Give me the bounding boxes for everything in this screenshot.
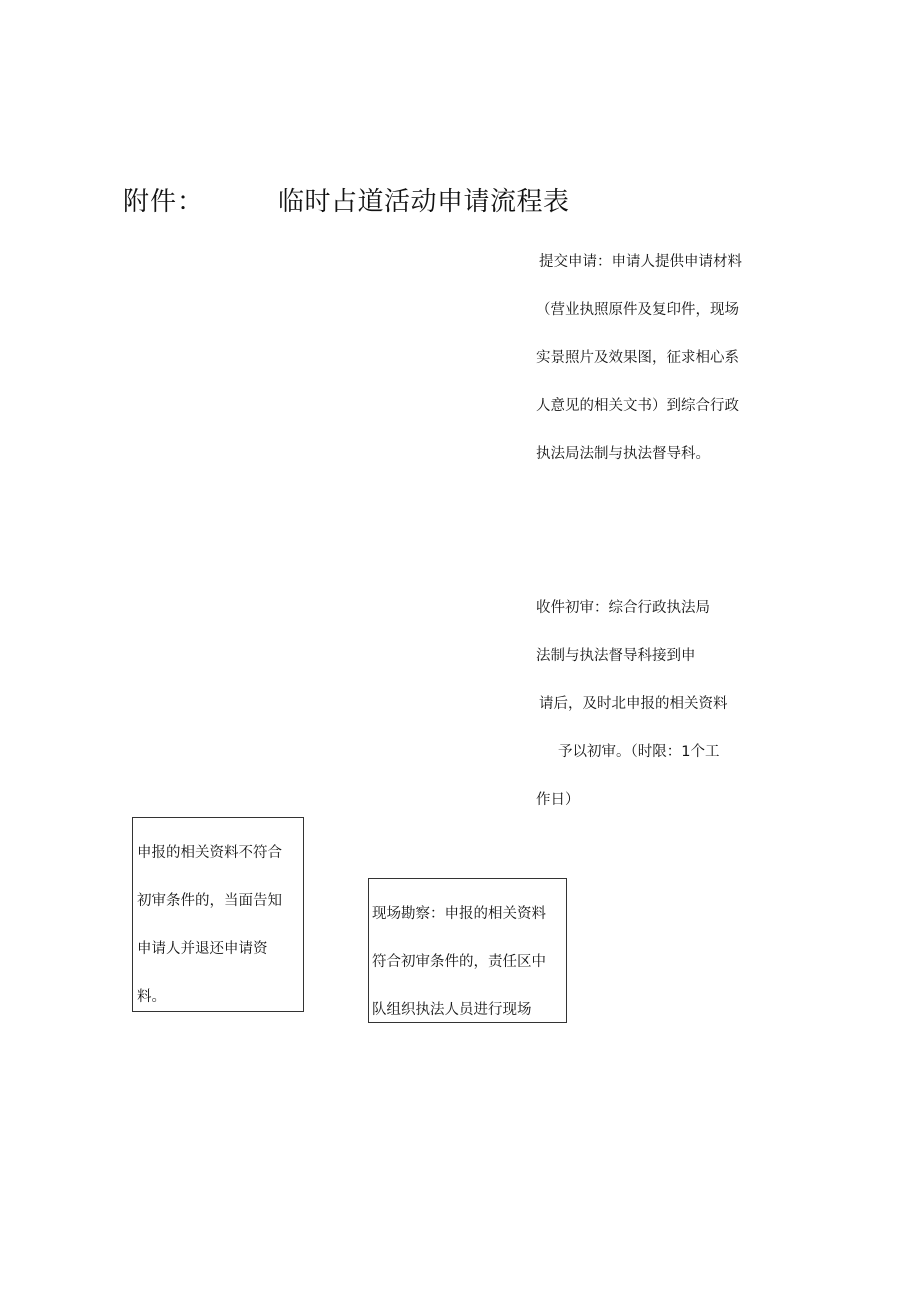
step-reject-box	[132, 817, 304, 1012]
page-title: 临时占道活动申请流程表	[278, 187, 570, 217]
step-text-line: 提交申请：申请人提供申请材料	[539, 254, 742, 270]
step-text-line: 请后，及时北申报的相关资料	[539, 696, 728, 712]
step-text-line: （营业执照原件及复印件，现场	[536, 302, 739, 318]
attachment-label: 附件：	[123, 187, 205, 217]
step-text-line: 申请人并退还申请资	[137, 941, 268, 957]
step-submit-application	[536, 238, 742, 478]
step-site-survey-box	[368, 878, 567, 1023]
step-text-line: 收件初审：综合行政执法局	[536, 600, 710, 616]
step-text-line: 申报的相关资料不符合	[137, 845, 282, 861]
step-text-line: 符合初审条件的，责任区中	[372, 954, 546, 970]
step-text-line: 初审条件的，当面告知	[137, 893, 282, 909]
step-text-line: 人意见的相关文书）到综合行政	[536, 398, 739, 414]
step-text-line: 执法局法制与执法督导科。	[536, 446, 710, 462]
step-text-line: 作日）	[536, 792, 580, 808]
step-initial-review	[536, 584, 728, 824]
step-text-line: 予以初审。（时限：1个工	[558, 744, 720, 760]
step-text-line: 队组织执法人员进行现场	[372, 1002, 532, 1018]
step-text-line: 实景照片及效果图，征求相心系	[536, 350, 739, 366]
step-text-line: 料。	[137, 989, 166, 1005]
step-text-line: 现场勘察：申报的相关资料	[372, 906, 546, 922]
step-text-line: 法制与执法督导科接到申	[536, 648, 696, 664]
